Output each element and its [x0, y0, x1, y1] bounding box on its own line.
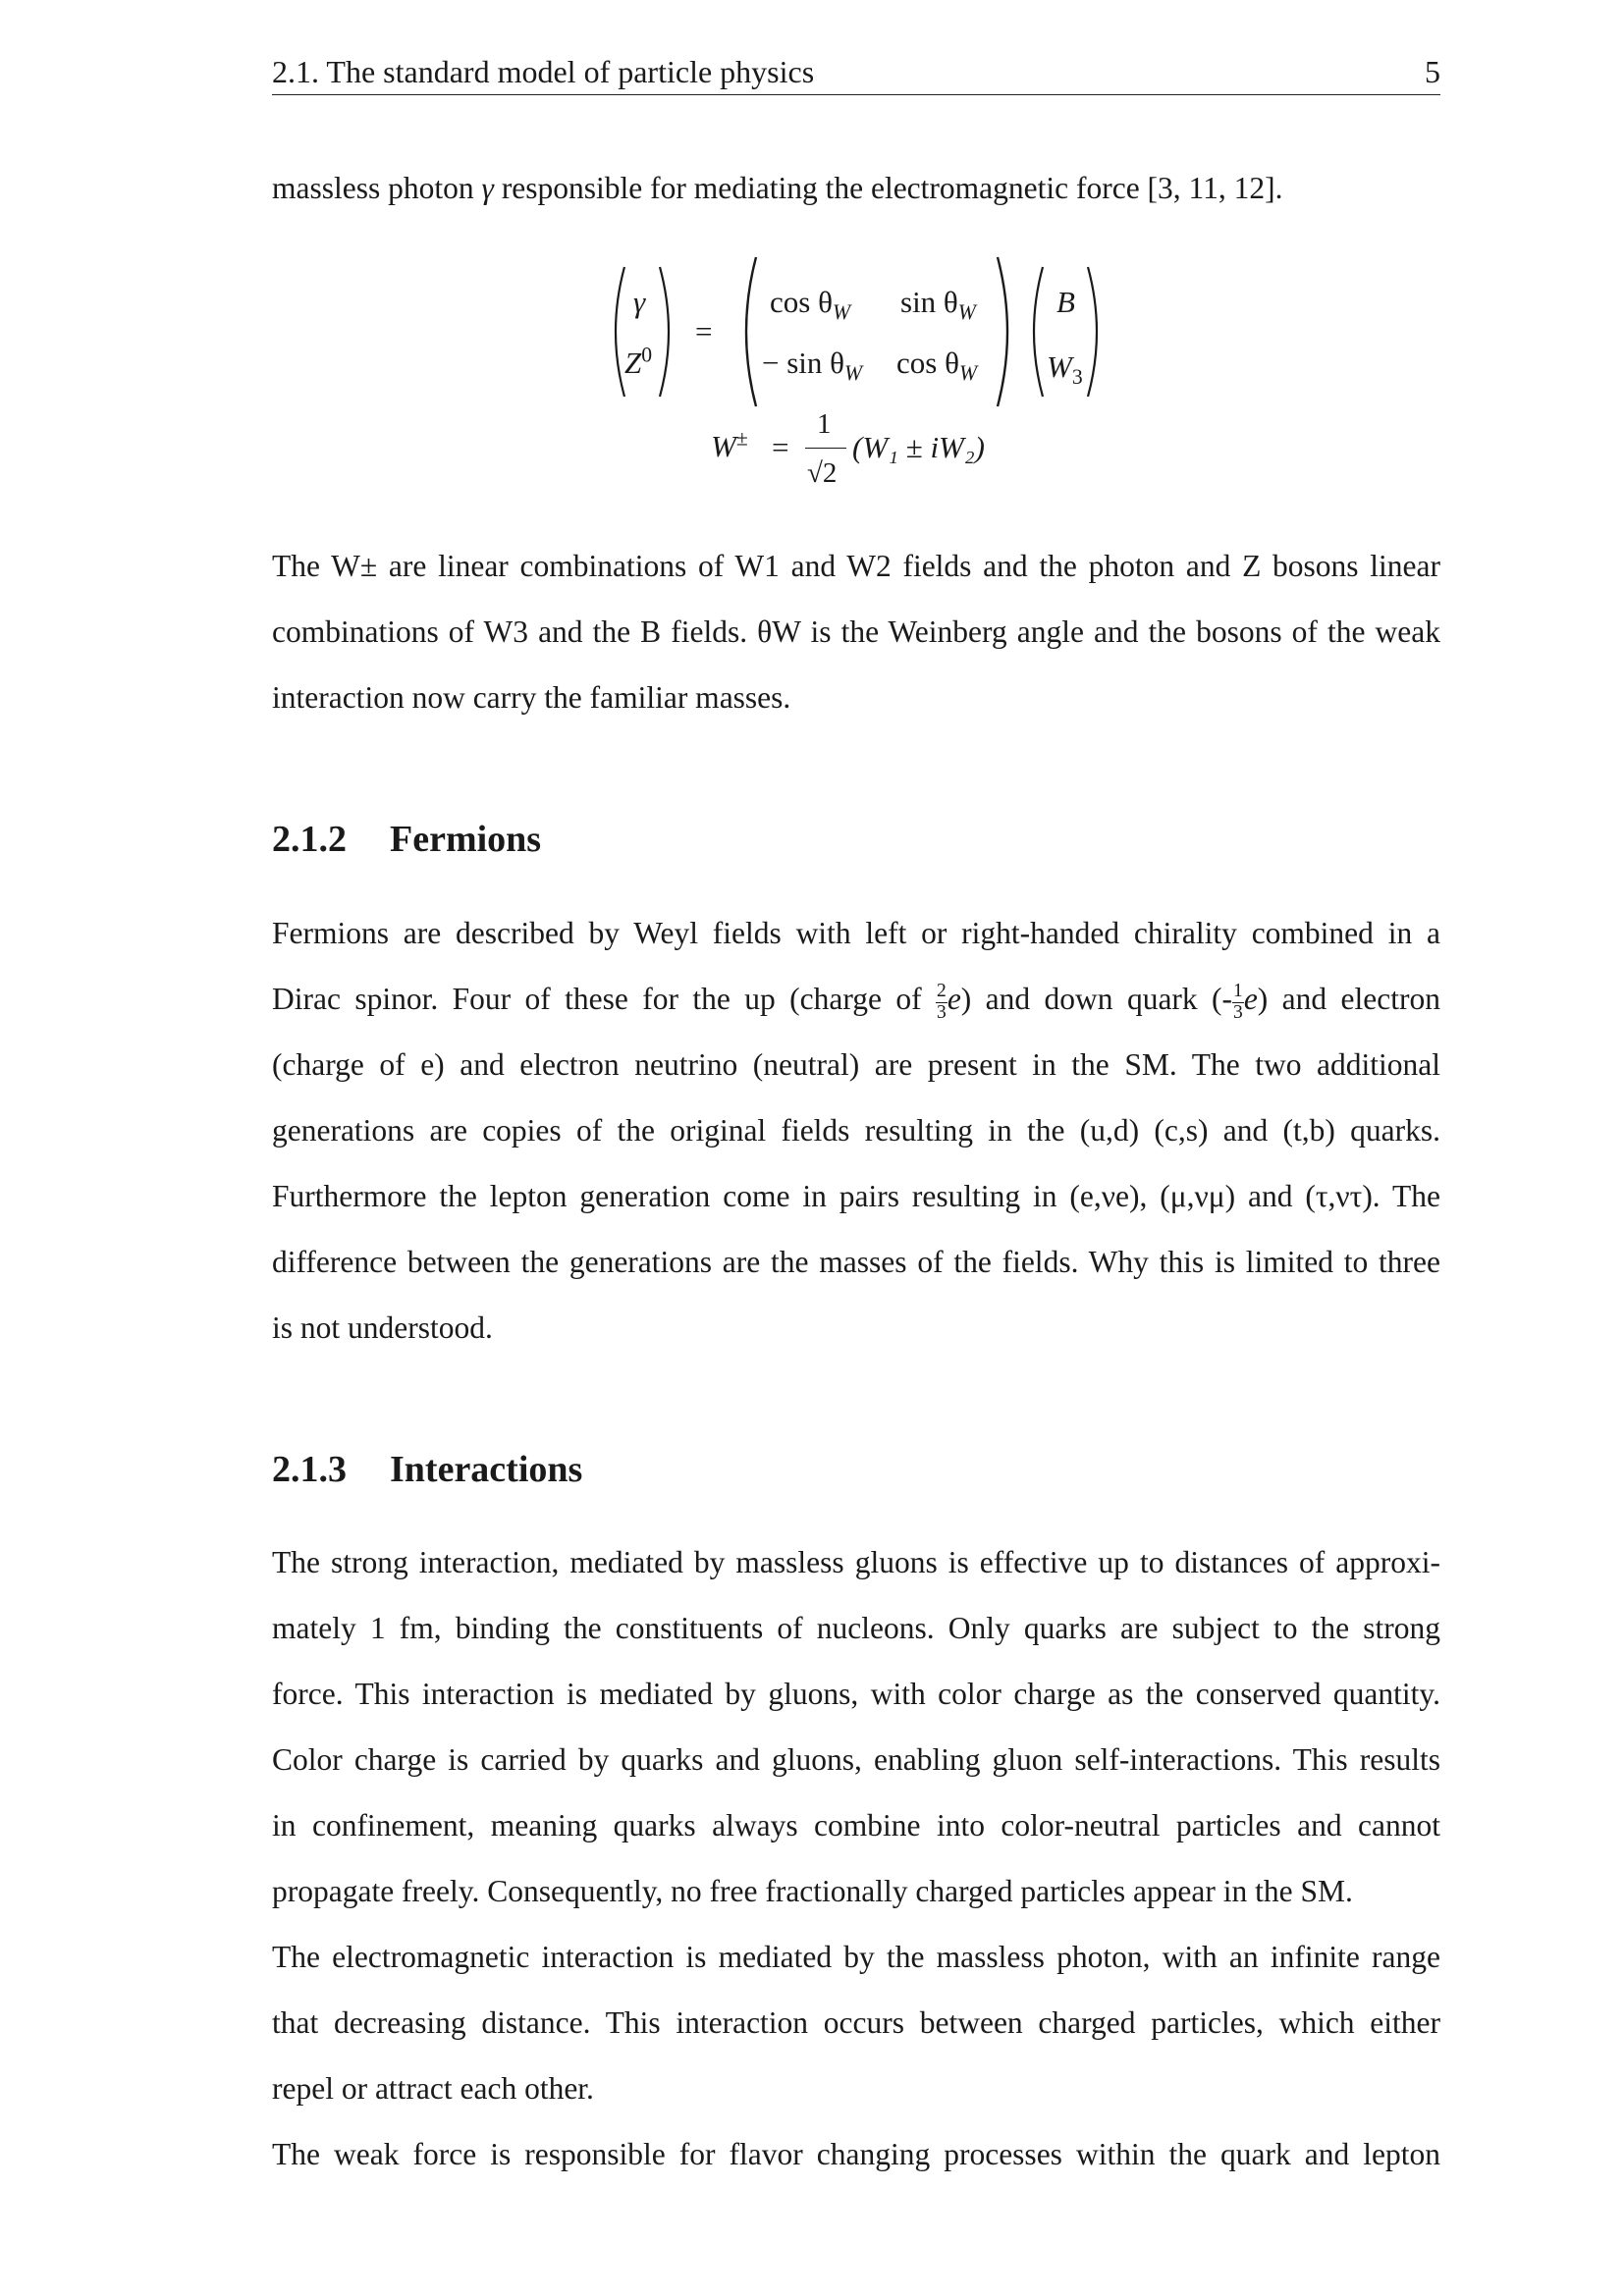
intro-gamma-symbol: γ — [481, 171, 494, 205]
header-section-title: 2.1. The standard model of particle physics — [272, 54, 815, 89]
equation2-rhs: (W₁ ± iW₂) — [852, 430, 985, 464]
rhs-b: B — [1056, 285, 1075, 319]
intro-post: responsible for mediating the electromagnetic force [3, 11, 12]. — [493, 171, 1283, 205]
matrix-m21: − $\sin \theta_W$ — [762, 346, 863, 386]
page-number: 5 — [1425, 54, 1440, 89]
fraction-one-third: $\frac{1}{3}$ — [1233, 981, 1243, 1023]
equation2-numerator: 1 — [817, 408, 832, 440]
equation2-fraction-bar — [805, 448, 846, 449]
w-pm-lhs: W± — [711, 426, 748, 463]
paragraph-w-bosons: The W± are linear combinations of W1 and W2 fields and the photon and Z bosons linear combinations of W3 and the B fields. θW is the Weinberg angle and the bosons of the weak interaction now carry the familiar masses. — [272, 549, 1440, 715]
section-heading-fermions: 2.1.2 Fermions — [272, 819, 542, 860]
fraction-two-thirds: $\frac{2}{3}$ — [937, 981, 947, 1023]
section-heading-interactions: 2.1.3 Interactions — [272, 1449, 583, 1490]
intro-pre: massless photon — [272, 171, 482, 205]
running-header — [272, 49, 1440, 95]
equation2-denominator: √2 — [807, 457, 838, 489]
equation2-equals: = — [772, 430, 789, 464]
rotation-matrix-parens — [734, 253, 1019, 410]
matrix-m12: $\sin \theta_W$ — [900, 285, 976, 325]
dirac-spinor-line: Dirac spinor. Four of these for the up (charge of $\frac{2}{3}$ e) and down quark (- $\frac{1}{3}$ e) and electron — [272, 981, 1440, 1023]
paragraph-interactions: The strong interaction, mediated by massless gluons is effective up to distances of approxi- mately 1 fm, binding the constituents of nucleons. Only quarks are subject to the strong force. This interaction is mediated by gluons, with color charge as the conserved quantity. Color charge is carried by quarks and gluons, enabling gluon self-interactions. This results in confinement, meaning quarks always combine into color-neutral particles and cannot propagate freely. Consequently, no free fractionally charged particles appear in the SM. The electromagnetic interaction is mediated by the massless photon, with an infinite range that decreasing distance. This interaction occurs between charged particles, which either repel or attract each other. The weak force is responsible for flavor changing processes within the quark and lepton — [272, 1545, 1440, 2171]
intro-line — [272, 155, 1440, 221]
matrix-m11: $\cos \theta_W$ — [770, 285, 851, 325]
matrix-m22: $\cos \theta_W$ — [896, 346, 978, 386]
rhs-w3: $W_3$ — [1047, 349, 1083, 390]
lhs-z0: $Z^0$ — [624, 343, 653, 380]
paragraph-fermions: Fermions are described by Weyl fields with left or right-handed chirality combined in a Dirac spinor. Four of these for the up (charge of $\frac{2}{3}$ e) and down quark (- $\frac{1}{3}$ e) and electron (charge of e) and electron neutrino (neutral) are present in the SM. The two additional generations are copies of the original fields resulting in the (u,d) (c,s) and (t,b) quarks. Furthermore the lepton generation come in pairs resulting in (e,νe), (μ,νμ) and (τ,ντ). The difference between the generations are the masses of the fields. Why this is limited to three is not understood. — [272, 916, 1440, 1345]
equation1-equals: = — [695, 314, 713, 348]
lhs-gamma: γ — [633, 285, 646, 319]
